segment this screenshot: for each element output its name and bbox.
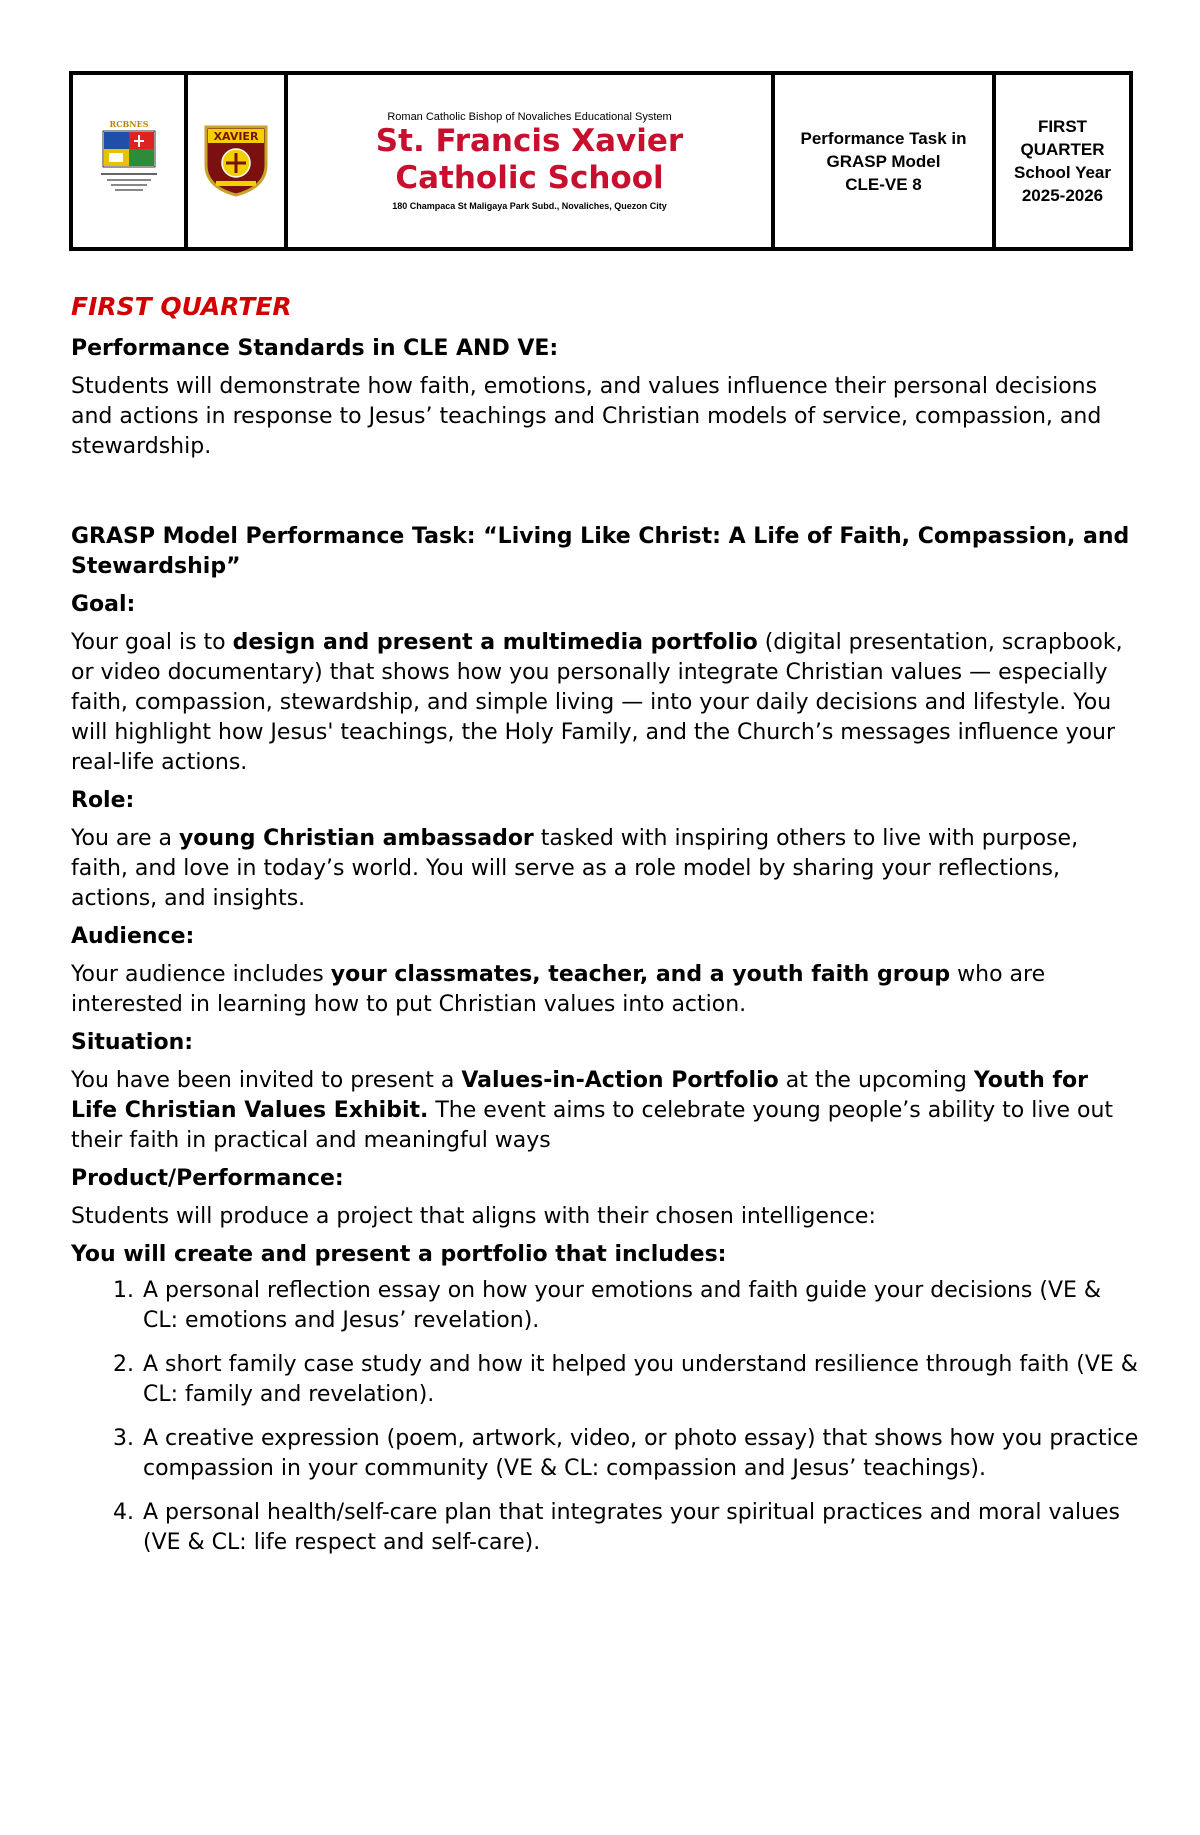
quarter-line3: School Year: [1013, 163, 1111, 182]
school-name-line1: St. Francis Xavier: [375, 123, 684, 159]
situation-bold1: Values-in-Action Portfolio: [461, 1068, 779, 1093]
quarter-info-cell: [996, 75, 1129, 247]
system-name: Roman Catholic Bishop of Novaliches Educational System: [387, 111, 672, 123]
product-label: Product/Performance:: [71, 1166, 344, 1191]
goal-post: (digital presentation, scrapbook, or video documentary) that shows how you personally integrate Christian values — especially faith, compassion, stewardship, and simple living — into your daily decisions and lifestyle. You will highlight how Jesus' teachings, the Holy Family, and the Church’s messages influence your real-life actions.: [71, 630, 1123, 775]
portfolio-list-title: You will create and present a portfolio that includes:: [71, 1242, 727, 1267]
list-item: 1. A personal reflection essay on how your emotions and faith guide your decisions (VE & CL: emotions and Jesus’ revelation).: [141, 1276, 1141, 1336]
situation-label: Situation:: [71, 1030, 194, 1055]
product-body: Students will produce a project that aligns with their chosen intelligence:: [71, 1204, 876, 1229]
school-info-cell: [288, 75, 775, 247]
school-address: 180 Champaca St Maligaya Park Subd., Novaliches, Quezon City: [392, 201, 667, 211]
task-info-cell: [775, 75, 996, 247]
task-line1: Performance Task in: [800, 128, 967, 148]
role-label: Role:: [71, 788, 135, 813]
logo1-text: RCBNES: [109, 119, 148, 129]
role-bold: young Christian ambassador: [178, 826, 534, 851]
standards-title: Performance Standards in CLE AND VE:: [71, 336, 559, 361]
role-pre: You are a: [71, 826, 179, 851]
quarter-line2: QUARTER: [1020, 140, 1105, 159]
situation-bold2: Youth for Life Christian Values Exhibit.: [71, 1068, 1088, 1123]
list-item: 2. A short family case study and how it helped you understand resilience through faith (VE & CL: family and revelation).: [141, 1350, 1141, 1410]
standards-body: Students will demonstrate how faith, emotions, and values influence their personal decisions and actions in response to Jesus’ teachings and Christian models of service, compassion, and stewardship.: [71, 374, 1102, 459]
document-body: [71, 292, 1141, 1572]
audience-bold: your classmates, teacher, and a youth faith group: [330, 962, 951, 987]
goal-pre: Your goal is to: [71, 630, 233, 655]
portfolio-list: [71, 1276, 1141, 1558]
situation-body: [71, 1066, 1141, 1156]
audience-body: [71, 960, 1141, 1020]
audience-post: who are interested in learning how to put Christian values into action.: [71, 962, 1046, 1017]
goal-label: Goal:: [71, 592, 136, 617]
quarter-line4: 2025-2026: [1021, 186, 1104, 205]
task-title: GRASP Model Performance Task: “Living Like Christ: A Life of Faith, Compassion, and Stewardship”: [71, 524, 1130, 579]
school-logo-cell: [188, 75, 288, 247]
logo2-text: XAVIER: [213, 130, 259, 143]
quarter-heading: FIRST QUARTER: [71, 292, 292, 321]
school-name-line2: Catholic School: [395, 160, 664, 196]
task-line2: GRASP Model: [826, 151, 941, 171]
audience-pre: Your audience includes: [71, 962, 331, 987]
audience-label: Audience:: [71, 924, 195, 949]
list-item: 3. A creative expression (poem, artwork, video, or photo essay) that shows how you practice compassion in your community (VE & CL: compassion and Jesus’ teachings).: [141, 1424, 1141, 1484]
quarter-line1: FIRST: [1037, 117, 1088, 136]
role-post: tasked with inspiring others to live with purpose, faith, and love in today’s world. You will serve as a role model by sharing your reflections, actions, and insights.: [71, 826, 1079, 911]
situation-post: The event aims to celebrate young people’s ability to live out their faith in practical and meaningful ways: [71, 1098, 1114, 1153]
goal-body: [71, 628, 1141, 778]
goal-bold: design and present a multimedia portfolio: [232, 630, 758, 655]
school-shield-logo: [202, 125, 270, 197]
diocese-seal-logo: [93, 119, 165, 203]
situation-mid: at the upcoming: [778, 1068, 974, 1093]
role-body: [71, 824, 1141, 914]
task-line3: CLE-VE 8: [845, 174, 922, 194]
list-item: 4. A personal health/self-care plan that integrates your spiritual practices and moral values (VE & CL: life respect and self-care).: [141, 1498, 1141, 1558]
situation-pre: You have been invited to present a: [71, 1068, 462, 1093]
header-table: [69, 71, 1133, 251]
diocese-logo-cell: [73, 75, 188, 247]
